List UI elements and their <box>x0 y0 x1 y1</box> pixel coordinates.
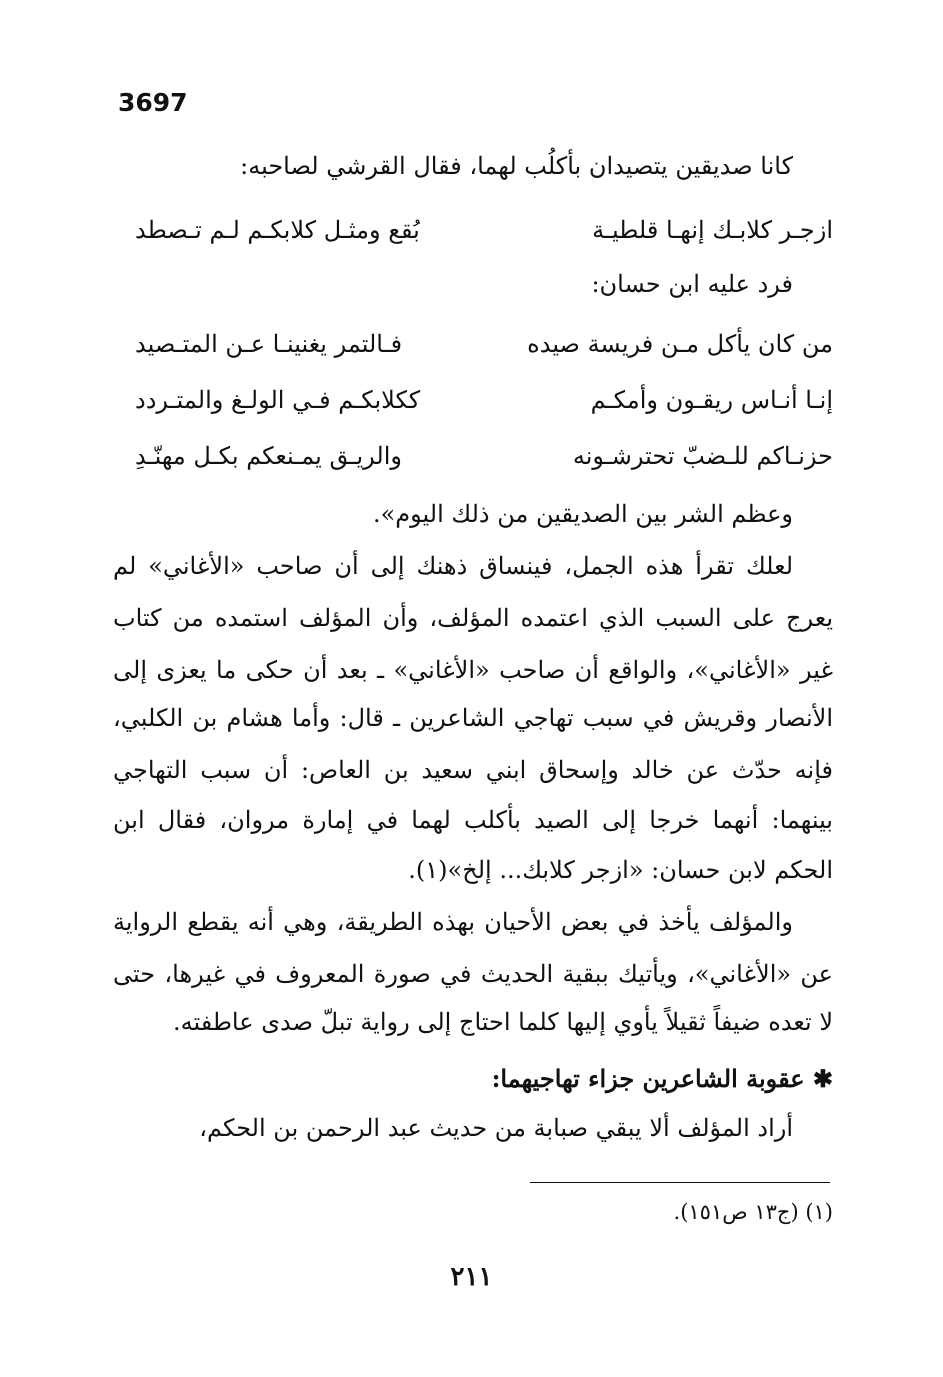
paragraph1-line: بينهما: أنهما خرجا إلى الصيد بأكلب لهما في إمارة مروان، فقال ابن <box>113 806 833 834</box>
opening-line: كانا صديقين يتصيدان بأكلُب لهما، فقال القرشي لصاحبه: <box>240 152 793 180</box>
paragraph1-line: غير «الأغاني»، والواقع أن صاحب «الأغاني» ـ بعد أن حكى ما يعزى إلى <box>113 656 833 684</box>
last-line: أراد المؤلف ألا يبقي صبابة من حديث عبد الرحمن بن الحكم، <box>199 1114 793 1142</box>
verse4-left: والريـق يمـنعكم بكـل مهنّـدِ <box>135 442 402 470</box>
paragraph1-line: الأنصار وقريش في سبب تهاجي الشاعرين ـ قال: وأما هشام بن الكلبي، <box>113 704 833 732</box>
footnote: (١) (ج١٣ ص١٥١). <box>673 1200 833 1224</box>
verse3-left: ككلابكـم فـي الولـغ والمتـردد <box>135 386 421 414</box>
verse2-left: فـالتمر يغنينـا عـن المتـصيد <box>135 330 403 358</box>
paragraph1-line: لعلك تقرأ هذه الجمل، فينساق ذهنك إلى أن صاحب «الأغاني» لم <box>113 552 794 580</box>
verse2-right: من كان يأكل مـن فريسة صيده <box>527 330 833 358</box>
page-number: ٢١١ <box>450 1262 493 1292</box>
closing-quote: وعظم الشر بين الصديقين من ذلك اليوم». <box>372 500 793 528</box>
verse3-right: إنـا أنـاس ريقـون وأمكـم <box>590 386 833 414</box>
section-heading: ✱ عقوبة الشاعرين جزاء تهاجيهما: <box>491 1064 833 1093</box>
paragraph1-line: الحكم لابن حسان: «ازجر كلابك... إلخ»(١). <box>408 856 833 884</box>
verse1-left: بُقع ومثـل كلابكـم لـم تـصطد <box>135 216 420 244</box>
verse4-right: حزنـاكم للـضبّ تحترشـونه <box>572 442 833 470</box>
paragraph1-line: فإنه حدّث عن خالد وإسحاق ابني سعيد بن العاص: أن سبب التهاجي <box>113 756 833 784</box>
paragraph1-line: يعرج على السبب الذي اعتمده المؤلف، وأن المؤلف استمده من كتاب <box>113 604 833 632</box>
paragraph2-line: والمؤلف يأخذ في بعض الأحيان بهذه الطريقة، وهي أنه يقطع الرواية <box>113 908 793 936</box>
reply-intro: فرد عليه ابن حسان: <box>591 270 793 298</box>
footnote-divider <box>530 1182 830 1183</box>
paragraph2-line: لا تعده ضيفاً ثقيلاً يأوي إليها كلما احتاج إلى رواية تبلّ صدى عاطفته. <box>172 1008 833 1036</box>
verse1-right: ازجـر كلابـك إنهـا قلطيـة <box>592 216 833 244</box>
paragraph2-line: عن «الأغاني»، ويأتيك ببقية الحديث في صورة المعروف في غيرها، حتى <box>113 960 833 988</box>
page-id: 3697 <box>118 88 188 117</box>
